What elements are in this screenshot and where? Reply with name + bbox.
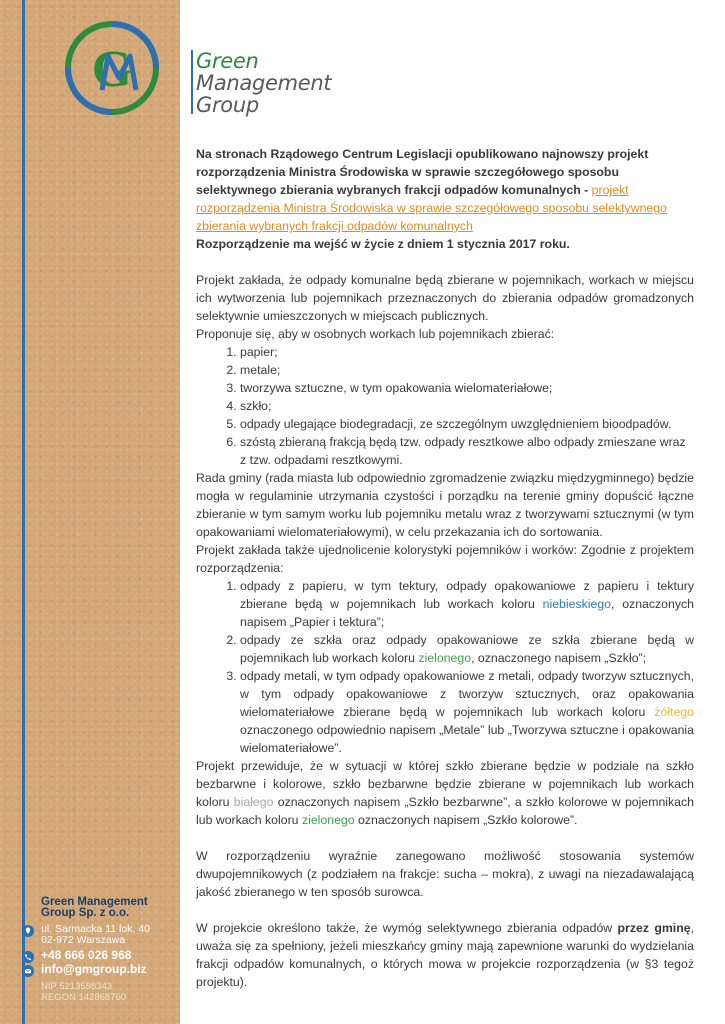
- brand-name: [196, 50, 331, 116]
- paragraph-7: W projekcie określono także, że wymóg selektywnego zbierania odpadów przez gminę, uważa się za spełniony, jeżeli mieszkańcy gminy mają zapewnione warunki do wydzielania frakcji odpadów komunalnych, o których mowa w projekcie rozporządzenia (w §3 tegoż projektu).: [196, 921, 694, 989]
- color-green: zielonego: [418, 651, 472, 665]
- paragraph-2: Proponuje się, aby w osobnych workach lub pojemnikach zbierać:: [196, 327, 555, 341]
- list-item: 6. szóstą zbieraną frakcją będą tzw. odpady resztkowe albo odpady zmieszane wraz z tzw. odpadami resztkowymi.: [240, 433, 694, 469]
- phone-icon: [22, 951, 34, 963]
- list-item: 3. tworzywa sztuczne, w tym opakowania wielomateriałowe;: [240, 379, 694, 397]
- paragraph-5: Projekt przewiduje, że w sytuacji w której szkło zbierane będzie w podziale na szkło bezbarwne i kolorowe, szkło bezbarwne będzie zbierane w pojemnikach lub workach koloru białego oznaczonych napisem „Szkło bezbarwne”, a szkło kolorowe w pojemnikach lub workach koloru zielonego oznaczonych napisem „Szkło kolorowe”.: [196, 759, 694, 827]
- list-item: 4. szkło;: [240, 397, 694, 415]
- location-icon: [22, 925, 34, 937]
- article: [196, 145, 694, 991]
- effective-date: Rozporządzenie ma wejść w życie z dniem 1 stycznia 2017 roku.: [196, 237, 570, 251]
- intro-bold: Na stronach Rządowego Centrum Legislacji opublikowano najnowszy projekt rozporządzenia Ministra Środowiska w sprawie szczegółowego sposobu selektywnego zbierania wybranych frakcji odpadów komunalnych -: [196, 147, 649, 197]
- color-list: [196, 577, 694, 757]
- list-item: 3. odpady metali, w tym odpady opakowaniowe z metali, odpady tworzyw sztucznych, w tym odpady opakowaniowe z tworzyw sztucznych, oraz opakowania wielomateriałowe zbierane będą w pojemnikach lub workach koloru żółtego oznaczonego odpowiednio napisem „Metale” lub „Tworzywa sztuczne i opakowania wielomateriałowe”.: [240, 667, 694, 757]
- svg-text:G: G: [91, 41, 133, 98]
- email-icon: [22, 965, 34, 977]
- list-item: 2. metale;: [240, 361, 694, 379]
- email-address[interactable]: info@gmgroup.biz: [41, 962, 147, 976]
- list-item: 1. papier;: [240, 343, 694, 361]
- phone-number[interactable]: +48 666 026 968: [41, 948, 132, 962]
- paragraph-6: W rozporządzeniu wyraźnie zanegowano możliwość stosowania systemów dwupojemnikowych (z podziałem na frakcje: sucha – mokra), z uwagi na niezadawalającą jakość zbieranego w ten sposób surowca.: [196, 849, 694, 899]
- fraction-list: [196, 343, 694, 469]
- brand-divider: [191, 50, 193, 114]
- list-item: 2. odpady ze szkła oraz odpady opakowaniowe ze szkła zbierane będą w pojemnikach lub workach koloru zielonego, oznaczonego napisem „Szkło”;: [240, 631, 694, 667]
- company-address: ul. Sarmacka 11 lok. 40 02-972 Warszawa: [41, 923, 150, 946]
- color-blue: niebieskiego: [542, 597, 612, 611]
- color-white: białego: [233, 795, 274, 809]
- gm-logo: [64, 20, 160, 116]
- brand-line1: Green: [196, 49, 259, 73]
- brand-line3: Group: [196, 93, 259, 117]
- company-name: Green Management Group Sp. z o.o.: [41, 896, 148, 919]
- paragraph-4: Projekt zakłada także ujednolicenie kolorystyki pojemników i worków: Zgodnie z projektem rozporządzenia:: [196, 543, 694, 575]
- paragraph-1: Projekt zakłada, że odpady komunalne będą zbierane w pojemnikach, workach w miejscu ich wytworzenia lub pojemnikach przeznaczonych do zbierania odpadów gromadzonych selektywnie umieszczonych w miejscach publicznych.: [196, 273, 694, 323]
- sidebar-line: [22, 0, 25, 1024]
- intro-paragraph: [196, 145, 694, 235]
- brand-line2: Management: [196, 71, 332, 95]
- list-item: 5. odpady ulegające biodegradacji, ze szczególnym uwzględnieniem bioodpadów.: [240, 415, 694, 433]
- sidebar-background: [0, 0, 180, 1024]
- regulation-link[interactable]: projekt rozporządzenia Ministra Środowiska w sprawie szczegółowego sposobu selektywnego zbierania wybranych frakcji odpadów komunalnych: [196, 183, 667, 233]
- color-green: zielonego: [301, 813, 355, 827]
- color-yellow: żółtego: [654, 705, 694, 719]
- list-item: 1. odpady z papieru, w tym tektury, odpady opakowaniowe z papieru i tektury zbierane będą w pojemnikach lub workach koloru niebieskiego, oznaczonych napisem „Papier i tektura”;: [240, 577, 694, 631]
- paragraph-3: Rada gminy (rada miasta lub odpowiednio zgromadzenie związku międzygminnego) będzie mogła w regulaminie utrzymania czystości i porządku na terenie gminy dopuścić łączne zbieranie w tym samym worku lub pojemniku metalu wraz z tworzywami sztucznymi (w tym opakowaniami wielomateriałowymi), w celu przekazania ich do sortowania.: [196, 471, 694, 539]
- registration-numbers: NIP 5213598343 REGON 142868760: [41, 981, 127, 1003]
